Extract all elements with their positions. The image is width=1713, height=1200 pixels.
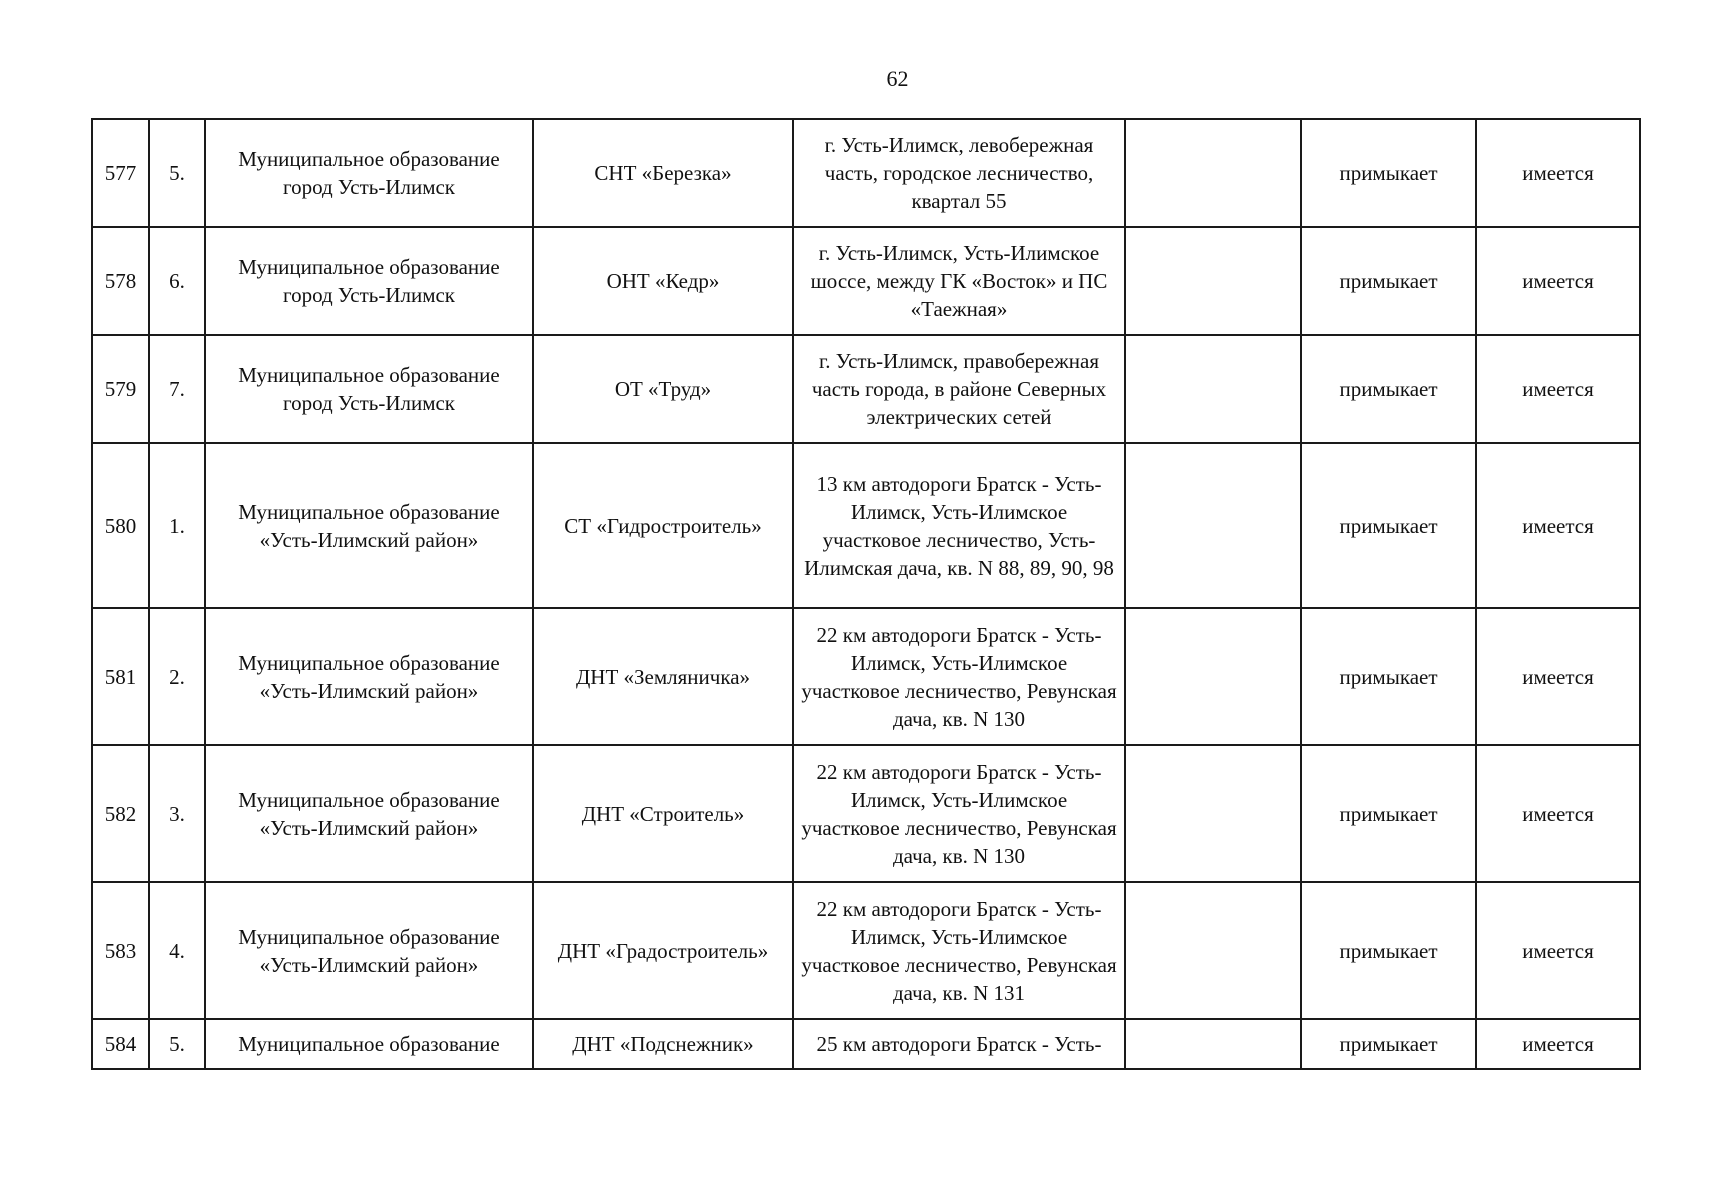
row-sub-number: 2.: [149, 608, 205, 745]
location-cell: г. Усть-Илимск, правобережная часть города, в районе Северных электрических сетей: [793, 335, 1125, 443]
adjacency-cell: примыкает: [1301, 882, 1476, 1019]
municipality-cell: Муниципальное образование «Усть-Илимский район»: [205, 608, 533, 745]
row-sub-number: 1.: [149, 443, 205, 608]
registry-table: [91, 118, 1641, 1070]
row-sub-number: 5.: [149, 1019, 205, 1069]
adjacency-cell: примыкает: [1301, 745, 1476, 882]
availability-cell: имеется: [1476, 227, 1640, 335]
page-number: 62: [886, 66, 909, 91]
availability-cell: имеется: [1476, 443, 1640, 608]
row-number: 580: [92, 443, 149, 608]
location-cell: 13 км автодороги Братск - Усть-Илимск, Усть-Илимское участковое лесничество, Усть-Илимская дача, кв. N 88, 89, 90, 98: [793, 443, 1125, 608]
extra-cell: [1125, 335, 1301, 443]
location-cell: 25 км автодороги Братск - Усть-: [793, 1019, 1125, 1069]
organization-cell: ДНТ «Земляничка»: [533, 608, 793, 745]
table-row: [92, 119, 1640, 227]
municipality-cell: Муниципальное образование «Усть-Илимский район»: [205, 745, 533, 882]
availability-cell: имеется: [1476, 335, 1640, 443]
municipality-cell: Муниципальное образование «Усть-Илимский район»: [205, 443, 533, 608]
table-row: [92, 227, 1640, 335]
extra-cell: [1125, 1019, 1301, 1069]
extra-cell: [1125, 119, 1301, 227]
location-cell: 22 км автодороги Братск - Усть-Илимск, Усть-Илимское участковое лесничество, Ревунская дача, кв. N 130: [793, 608, 1125, 745]
municipality-cell: Муниципальное образование: [205, 1019, 533, 1069]
extra-cell: [1125, 608, 1301, 745]
availability-cell: имеется: [1476, 119, 1640, 227]
organization-cell: СНТ «Березка»: [533, 119, 793, 227]
row-number: 581: [92, 608, 149, 745]
location-cell: г. Усть-Илимск, левобережная часть, городское лесничество, квартал 55: [793, 119, 1125, 227]
location-cell: 22 км автодороги Братск - Усть-Илимск, Усть-Илимское участковое лесничество, Ревунская дача, кв. N 131: [793, 882, 1125, 1019]
row-number: 579: [92, 335, 149, 443]
availability-cell: имеется: [1476, 745, 1640, 882]
organization-cell: СТ «Гидростроитель»: [533, 443, 793, 608]
row-sub-number: 5.: [149, 119, 205, 227]
extra-cell: [1125, 882, 1301, 1019]
adjacency-cell: примыкает: [1301, 227, 1476, 335]
adjacency-cell: примыкает: [1301, 443, 1476, 608]
row-number: 582: [92, 745, 149, 882]
row-number: 577: [92, 119, 149, 227]
organization-cell: ОНТ «Кедр»: [533, 227, 793, 335]
location-cell: г. Усть-Илимск, Усть-Илимское шоссе, между ГК «Восток» и ПС «Таежная»: [793, 227, 1125, 335]
adjacency-cell: примыкает: [1301, 119, 1476, 227]
adjacency-cell: примыкает: [1301, 335, 1476, 443]
adjacency-cell: примыкает: [1301, 1019, 1476, 1069]
row-sub-number: 6.: [149, 227, 205, 335]
municipality-cell: Муниципальное образование «Усть-Илимский район»: [205, 882, 533, 1019]
table-row: [92, 335, 1640, 443]
table-row: [92, 745, 1640, 882]
table-row: [92, 443, 1640, 608]
table-row: [92, 1019, 1640, 1069]
location-cell: 22 км автодороги Братск - Усть-Илимск, Усть-Илимское участковое лесничество, Ревунская дача, кв. N 130: [793, 745, 1125, 882]
extra-cell: [1125, 443, 1301, 608]
table-row: [92, 608, 1640, 745]
table-row: [92, 882, 1640, 1019]
row-sub-number: 3.: [149, 745, 205, 882]
availability-cell: имеется: [1476, 1019, 1640, 1069]
availability-cell: имеется: [1476, 882, 1640, 1019]
row-sub-number: 7.: [149, 335, 205, 443]
row-number: 583: [92, 882, 149, 1019]
row-sub-number: 4.: [149, 882, 205, 1019]
extra-cell: [1125, 745, 1301, 882]
availability-cell: имеется: [1476, 608, 1640, 745]
organization-cell: ОТ «Труд»: [533, 335, 793, 443]
organization-cell: ДНТ «Строитель»: [533, 745, 793, 882]
municipality-cell: Муниципальное образование город Усть-Илимск: [205, 335, 533, 443]
municipality-cell: Муниципальное образование город Усть-Илимск: [205, 119, 533, 227]
row-number: 578: [92, 227, 149, 335]
organization-cell: ДНТ «Подснежник»: [533, 1019, 793, 1069]
adjacency-cell: примыкает: [1301, 608, 1476, 745]
organization-cell: ДНТ «Градостроитель»: [533, 882, 793, 1019]
municipality-cell: Муниципальное образование город Усть-Илимск: [205, 227, 533, 335]
row-number: 584: [92, 1019, 149, 1069]
extra-cell: [1125, 227, 1301, 335]
